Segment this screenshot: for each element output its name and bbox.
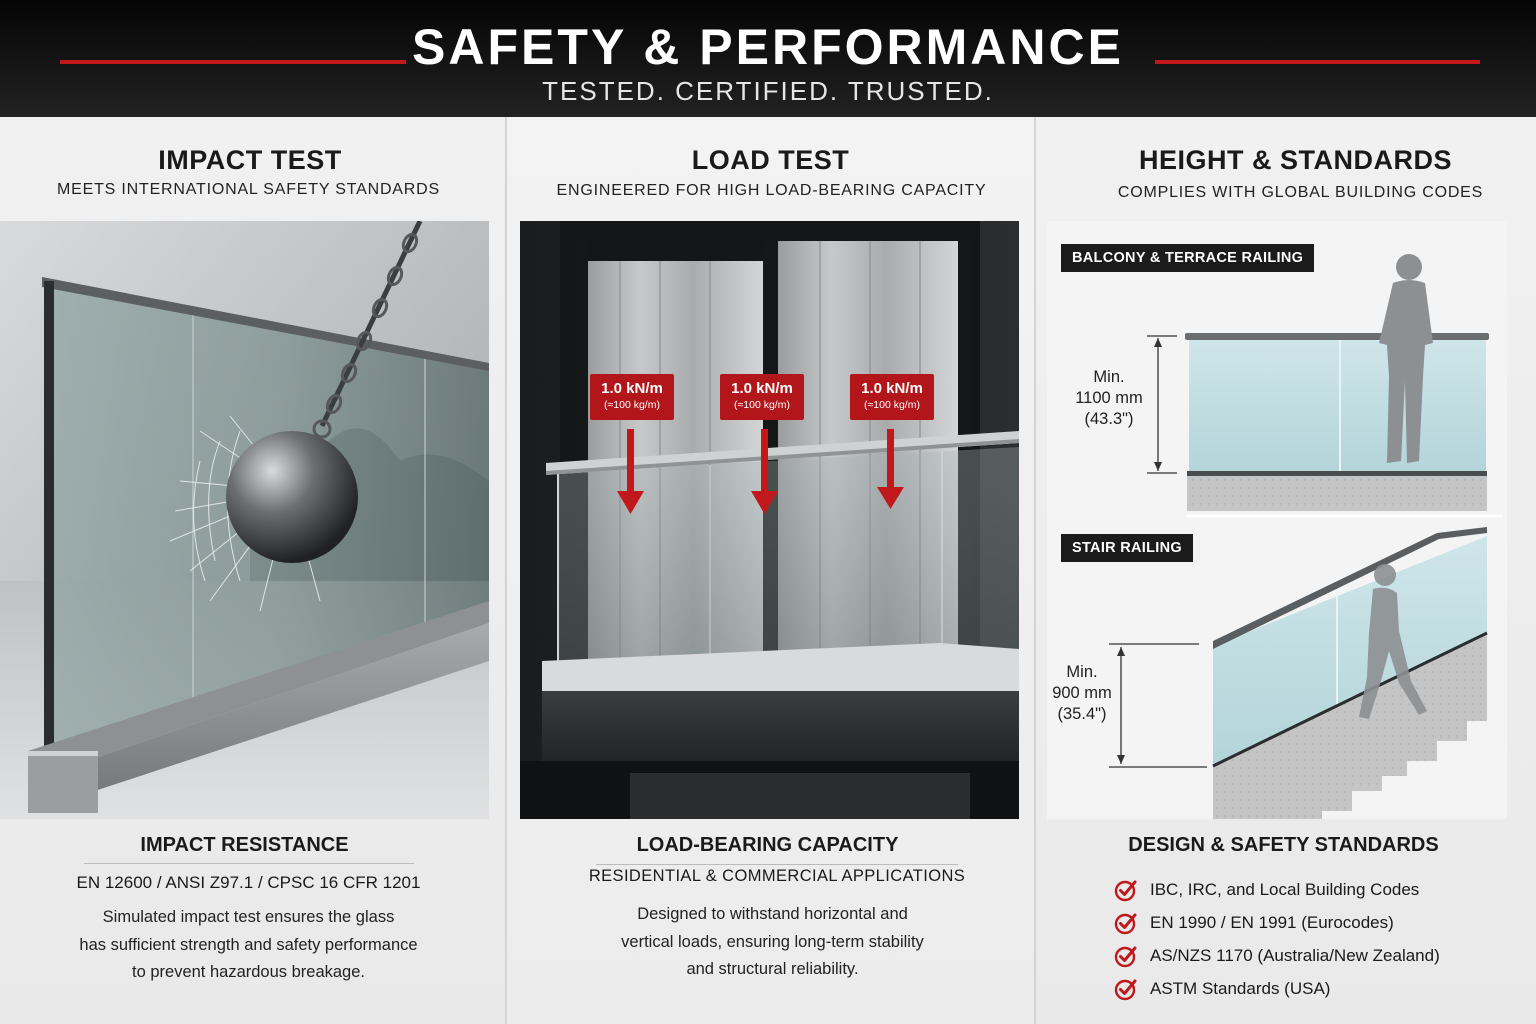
page-header xyxy=(0,0,1536,117)
list-item xyxy=(1114,873,1440,906)
load-value: 1.0 kN/m xyxy=(601,380,663,397)
checklist-text: IBC, IRC, and Local Building Codes xyxy=(1150,879,1420,899)
list-item xyxy=(1114,972,1440,1005)
check-circle-icon xyxy=(1114,977,1138,1001)
load-test-photo xyxy=(520,221,1019,819)
impact-description-line: to prevent hazardous breakage. xyxy=(132,963,365,981)
load-subtitle: ENGINEERED FOR HIGH LOAD-BEARING CAPACITY xyxy=(556,182,987,199)
column-divider xyxy=(1034,117,1036,1024)
checklist-text: AS/NZS 1170 (Australia/New Zealand) xyxy=(1150,945,1440,965)
load-applications: RESIDENTIAL & COMMERCIAL APPLICATIONS xyxy=(588,867,966,885)
dim-label: Min. xyxy=(1093,368,1125,386)
load-caption-title: LOAD-BEARING CAPACITY xyxy=(636,834,899,856)
impact-description-line: Simulated impact test ensures the glass xyxy=(102,908,395,926)
page-tagline: TESTED. CERTIFIED. TRUSTED. xyxy=(542,76,994,106)
caption-divider xyxy=(84,863,414,864)
check-circle-icon xyxy=(1114,911,1138,935)
balcony-railing-badge: BALCONY & TERRACE RAILING xyxy=(1061,244,1314,272)
checklist-text: EN 1990 / EN 1991 (Eurocodes) xyxy=(1150,912,1394,932)
dim-value: 900 mm xyxy=(1052,684,1112,702)
load-description-line: and structural reliability. xyxy=(686,960,859,978)
stair-railing-badge: STAIR RAILING xyxy=(1061,534,1193,562)
dim-imperial: (43.3") xyxy=(1084,410,1134,428)
dim-value: 1100 mm xyxy=(1075,389,1143,407)
balcony-min-height xyxy=(1062,367,1156,430)
list-item xyxy=(1114,906,1440,939)
load-description xyxy=(507,901,1038,984)
check-circle-icon xyxy=(1114,878,1138,902)
load-value-sub: (≈100 kg/m) xyxy=(734,399,790,411)
height-title: HEIGHT & STANDARDS xyxy=(1138,145,1452,175)
check-circle-icon xyxy=(1114,944,1138,968)
impact-subtitle: MEETS INTERNATIONAL SAFETY STANDARDS xyxy=(57,181,440,198)
dim-imperial: (35.4") xyxy=(1057,705,1107,723)
standards-caption-title: DESIGN & SAFETY STANDARDS xyxy=(1128,834,1439,856)
load-value: 1.0 kN/m xyxy=(731,380,793,397)
load-label xyxy=(850,374,934,420)
load-label xyxy=(720,374,804,420)
standards-checklist xyxy=(1114,873,1440,1005)
load-value-sub: (≈100 kg/m) xyxy=(604,399,660,411)
load-label xyxy=(590,374,674,420)
impact-standards: EN 12600 / ANSI Z97.1 / CPSC 16 CFR 1201 xyxy=(76,873,421,892)
impact-description-line: has sufficient strength and safety performance xyxy=(79,935,418,954)
load-title: LOAD TEST xyxy=(691,145,850,175)
stair-min-height xyxy=(1044,662,1120,725)
checklist-text: ASTM Standards (USA) xyxy=(1150,978,1331,998)
column-divider xyxy=(505,117,507,1024)
list-item xyxy=(1114,939,1440,972)
impact-title: IMPACT TEST xyxy=(158,145,342,175)
impact-description xyxy=(0,904,497,987)
height-diagram xyxy=(1047,221,1507,819)
caption-divider xyxy=(596,864,958,865)
impact-test-photo xyxy=(0,221,489,819)
load-value-sub: (≈100 kg/m) xyxy=(864,399,920,411)
load-description-line: Designed to withstand horizontal and xyxy=(637,905,908,923)
dim-label: Min. xyxy=(1066,663,1098,681)
load-value: 1.0 kN/m xyxy=(861,380,923,397)
page-title: SAFETY & PERFORMANCE xyxy=(412,19,1124,75)
height-subtitle: COMPLIES WITH GLOBAL BUILDING CODES xyxy=(1117,184,1484,201)
load-description-line: vertical loads, ensuring long-term stability xyxy=(621,932,924,951)
impact-caption-title: IMPACT RESISTANCE xyxy=(140,834,349,856)
